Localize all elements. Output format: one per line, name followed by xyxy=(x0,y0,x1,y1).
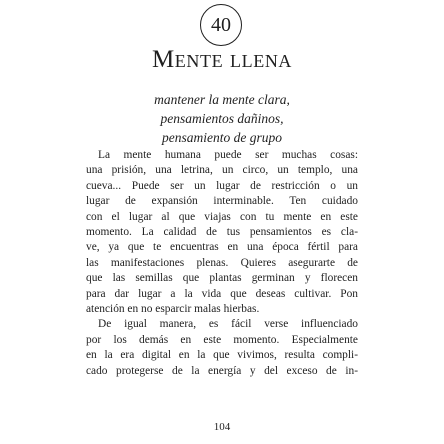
body-line: La mente humana puede ser muchas cosas: xyxy=(98,149,358,161)
body-line: una prisión, una letrina, un circo, un templo, una xyxy=(86,164,358,177)
page-title: Mente llena xyxy=(151,46,293,73)
body-line: para dar lugar a la vida que deseas cultivar. Pon xyxy=(86,287,358,300)
body-line: cado protegerse de la energía y del exceso de in- xyxy=(86,364,358,377)
keyword-line: pensamientos dañinos, xyxy=(160,111,284,126)
body-paragraphs xyxy=(86,148,358,379)
keywords-block xyxy=(0,90,444,147)
body-line: atención en no esparcir malas hierbas. xyxy=(86,303,260,316)
body-line: en la era digital en la que vivimos, resulta compli- xyxy=(86,349,358,362)
body-line: De igual manera, es fácil verse influenciado xyxy=(98,318,358,331)
body-line: por los demás en este momento. Especialmente xyxy=(86,333,358,346)
page-number: 104 xyxy=(213,421,231,433)
body-line: con el lugar al que viajas con tu mente en este xyxy=(86,210,358,223)
body-line: las manifestaciones plenas. Quieres asegurarte de xyxy=(86,256,358,269)
chapter-number-badge xyxy=(200,4,242,46)
chapter-number: 40 xyxy=(211,14,231,36)
body-line: cueva... Puede ser un lugar de restricción o un xyxy=(86,179,358,192)
keyword-line: pensamiento de grupo xyxy=(162,130,282,145)
body-line: momento. La calidad de tus pensamientos es cla- xyxy=(86,226,358,239)
body-line: ve, ya que te encuentras en una época fértil para xyxy=(86,241,358,254)
body-line: lugar de expansión interminable. Ten cuidado xyxy=(86,195,358,208)
body-line: que las semillas que plantas germinan y florecen xyxy=(86,272,358,285)
keyword-line: mantener la mente clara, xyxy=(154,92,290,107)
